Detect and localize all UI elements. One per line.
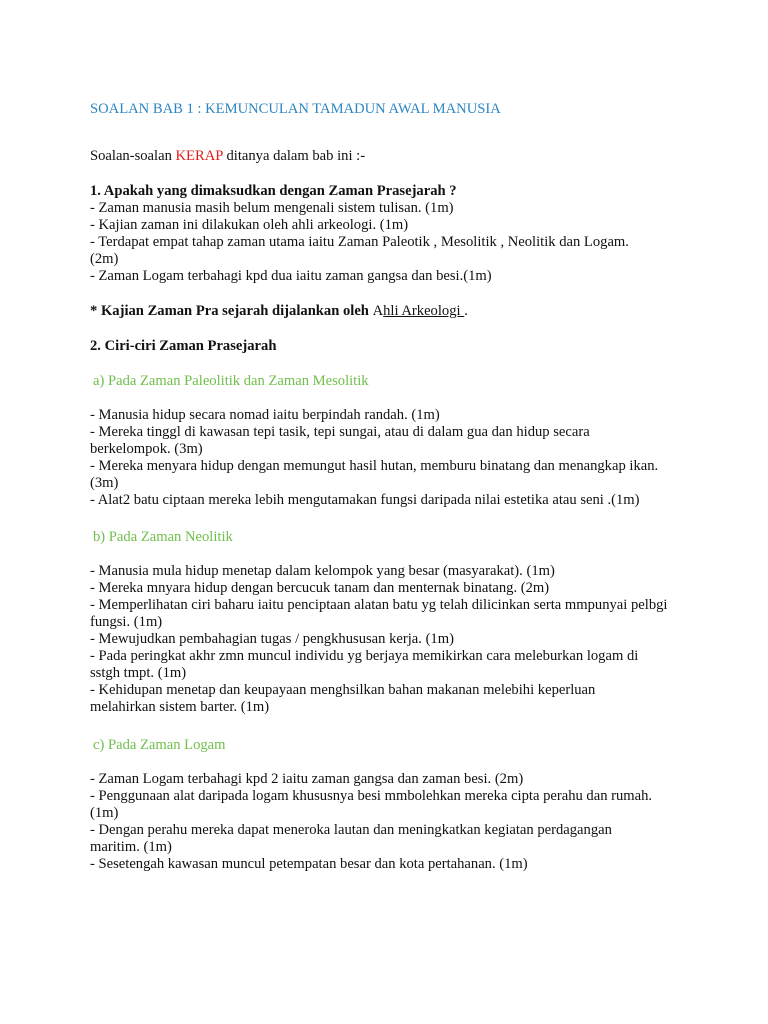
c-line: - Penggunaan alat daripada logam khususnya besi mmbolehkan mereka cipta perahu dan rumah. (1m): [90, 788, 653, 821]
c-line: - Sesetengah kawasan muncul petempatan besar dan kota pertahanan. (1m): [90, 856, 528, 872]
question-2-heading: 2. Ciri-ciri Zaman Prasejarah: [90, 338, 277, 354]
q1-line: - Terdapat empat tahap zaman utama iaitu Zaman Paleotik , Mesolitik , Neolitik dan Logam. (2m): [90, 234, 629, 267]
note-line: [90, 303, 690, 320]
intro-before: Soalan-soalan: [90, 148, 176, 164]
section-b-heading: b) Pada Zaman Neolitik: [93, 529, 233, 545]
b-line: - Mewujudkan pembahagian tugas / pengkhususan kerja. (1m): [90, 631, 454, 647]
intro-after: ditanya dalam bab ini :-: [222, 148, 366, 164]
section-a-heading: a) Pada Zaman Paleolitik dan Zaman Mesolitik: [93, 373, 369, 389]
note-bold: * Kajian Zaman Pra sejarah dijalankan oleh: [90, 303, 373, 319]
intro-highlight: KERAP: [175, 148, 223, 164]
section-a: [90, 407, 710, 509]
page-title: SOALAN BAB 1 : KEMUNCULAN TAMADUN AWAL MANUSIA: [90, 101, 501, 117]
section-b: [90, 563, 670, 716]
a-line: - Manusia hidup secara nomad iaitu berpindah randah. (1m): [90, 407, 440, 423]
q1-line: - Kajian zaman ini dilakukan oleh ahli arkeologi. (1m): [90, 217, 409, 233]
a-line: - Mereka menyara hidup dengan memungut hasil hutan, memburu binatang dan menangkap ikan. (3m): [90, 458, 659, 491]
intro-line: [90, 148, 365, 165]
q1-line: - Zaman manusia masih belum mengenali sistem tulisan. (1m): [90, 200, 454, 216]
section-c: [90, 771, 680, 873]
b-line: - Manusia mula hidup menetap dalam kelompok yang besar (masyarakat). (1m): [90, 563, 555, 579]
c-line: - Zaman Logam terbahagi kpd 2 iaitu zaman gangsa dan zaman besi. (2m): [90, 771, 524, 787]
question-1-heading: 1. Apakah yang dimaksudkan dengan Zaman Prasejarah ?: [90, 183, 457, 199]
b-line: - Memperlihatan ciri baharu iaitu penciptaan alatan batu yg telah dilicinkan serta mmpunyai pelbgi fungsi. (1m): [90, 597, 668, 630]
a-line: - Mereka tinggl di kawasan tepi tasik, tepi sungai, atau di dalam gua dan hidup secara berkelompok. (3m): [90, 424, 590, 457]
b-line: - Pada peringkat akhr zmn muncul individu yg berjaya memikirkan cara meleburkan logam di sstgh tmpt. (1m): [90, 648, 639, 681]
c-line: - Dengan perahu mereka dapat meneroka lautan dan meningkatkan kegiatan perdagangan maritim. (1m): [90, 822, 612, 855]
note-underlined: hli Arkeologi: [383, 303, 465, 319]
q1-line: - Zaman Logam terbahagi kpd dua iaitu zaman gangsa dan besi.(1m): [90, 268, 492, 284]
b-line: - Mereka mnyara hidup dengan bercucuk tanam dan menternak binatang. (2m): [90, 580, 550, 596]
question-1: [90, 183, 690, 285]
b-line: - Kehidupan menetap dan keupayaan menghsilkan bahan makanan melebihi keperluan melahirkan sistem barter. (1m): [90, 682, 596, 715]
section-c-heading: c) Pada Zaman Logam: [93, 737, 226, 753]
note-a: A: [372, 303, 384, 319]
a-line: - Alat2 batu ciptaan mereka lebih mengutamakan fungsi daripada nilai estetika atau seni .(1m): [90, 492, 640, 508]
note-end: .: [464, 303, 468, 319]
